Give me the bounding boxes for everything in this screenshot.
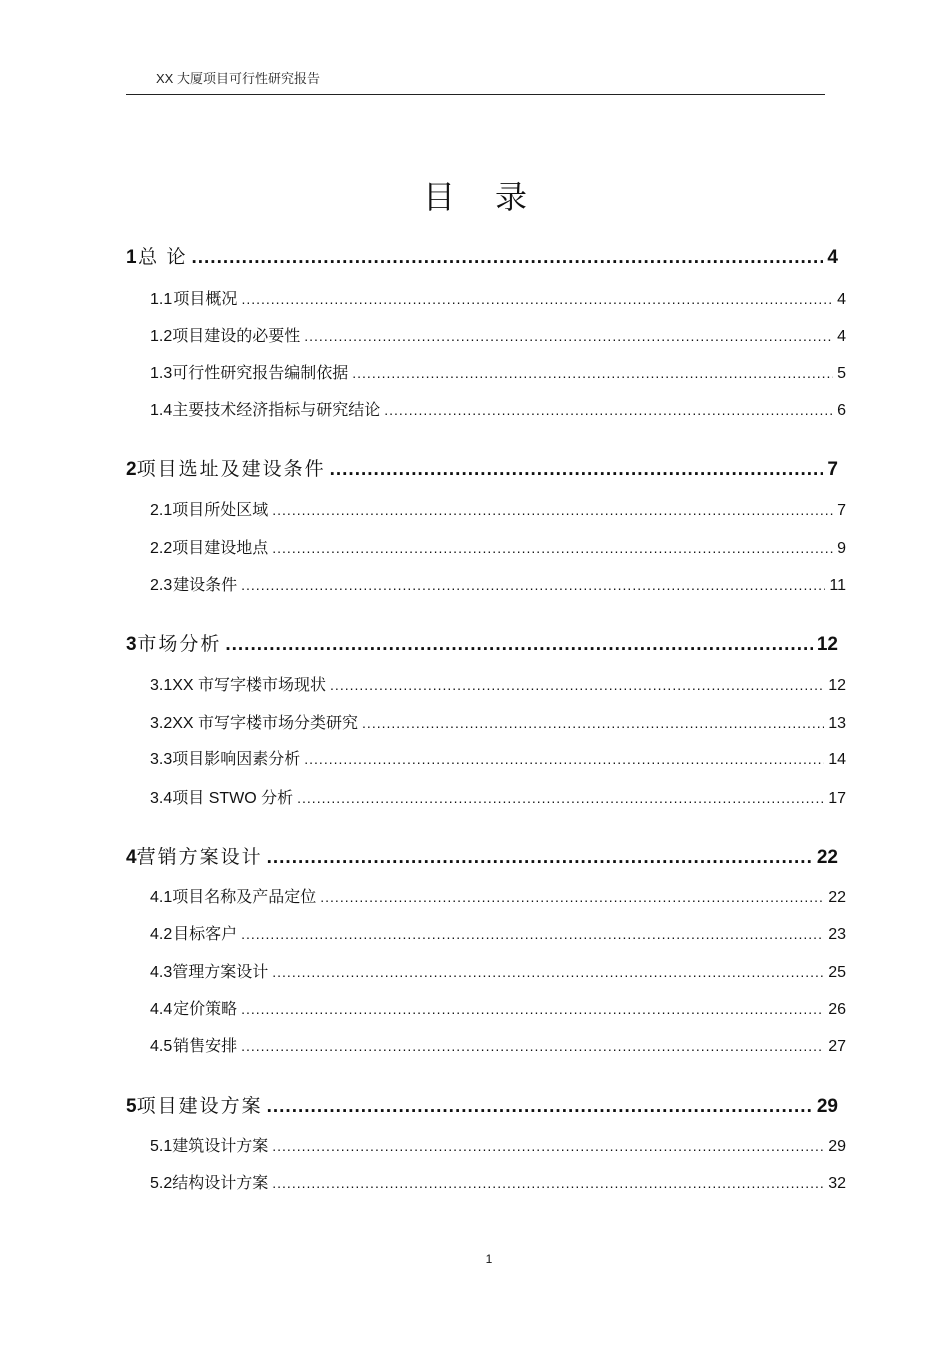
toc-page: 25 — [828, 964, 846, 981]
toc-page: 12 — [816, 634, 838, 655]
toc-page: 4 — [827, 247, 838, 268]
toc-label: 建设条件 — [173, 577, 238, 594]
toc-leader — [191, 247, 823, 269]
toc-number: 4.3 — [150, 964, 173, 981]
toc-label: 项目建设方案 — [136, 1096, 263, 1117]
toc-entry-4-2[interactable] — [150, 921, 846, 944]
toc-page: 7 — [837, 502, 846, 519]
toc-entry-4[interactable] — [126, 842, 838, 869]
toc-entry-2-1[interactable] — [150, 497, 846, 520]
toc-entry-2-3[interactable] — [150, 572, 846, 595]
toc-leader — [267, 847, 813, 869]
toc-leader — [272, 964, 824, 980]
toc-leader — [272, 502, 833, 518]
toc-page: 22 — [828, 889, 846, 906]
toc-leader — [362, 715, 824, 731]
toc-leader — [304, 328, 833, 344]
toc-number: 5.1 — [150, 1138, 173, 1155]
toc-label: 目标客户 — [173, 926, 238, 943]
toc-entry-2[interactable] — [126, 454, 838, 481]
toc-entry-1-1[interactable] — [150, 286, 846, 309]
toc-label: 销售安排 — [173, 1038, 238, 1055]
toc-page: 13 — [828, 715, 846, 732]
toc-number: 1.1 — [150, 291, 173, 308]
toc-leader — [330, 677, 824, 693]
toc-entry-4-1[interactable] — [150, 884, 846, 907]
toc-label: 项目概况 — [173, 291, 238, 308]
toc-number: 4.1 — [150, 889, 173, 906]
toc-entry-5-2[interactable] — [150, 1170, 846, 1193]
toc-leader — [272, 1138, 824, 1154]
toc-label: XX 市写字楼市场分类研究 — [172, 715, 359, 732]
toc-page: 5 — [837, 365, 846, 382]
toc-label: XX 市写字楼市场现状 — [172, 677, 327, 694]
toc-label: 市场分析 — [137, 634, 222, 655]
toc-leader — [267, 1096, 813, 1118]
toc-leader — [225, 634, 813, 656]
toc-page: 17 — [828, 790, 846, 807]
toc-leader — [241, 1038, 824, 1054]
toc-entry-4-3[interactable] — [150, 959, 846, 982]
toc-number: 3.4 — [150, 790, 173, 807]
toc-page: 14 — [828, 751, 846, 768]
toc-number: 3.1 — [150, 677, 173, 694]
toc-label: 结构设计方案 — [172, 1175, 269, 1192]
page-title: 目录 — [422, 178, 567, 216]
page-number: 1 — [485, 1252, 493, 1266]
toc-number: 2.3 — [150, 577, 173, 594]
toc-leader — [241, 926, 824, 942]
toc-entry-4-5[interactable] — [150, 1033, 846, 1056]
toc-page: 22 — [816, 847, 838, 868]
toc-number: 2.1 — [150, 502, 173, 519]
toc-page: 9 — [837, 540, 846, 557]
toc-entry-3-3[interactable] — [150, 746, 846, 769]
toc-entry-3-2[interactable] — [150, 710, 846, 733]
toc-number: 1 — [126, 247, 137, 268]
toc-entry-1-4[interactable] — [150, 397, 846, 420]
toc-number: 3.3 — [150, 751, 173, 768]
toc-label: 总 论 — [138, 247, 188, 268]
toc-entry-2-2[interactable] — [150, 535, 846, 558]
toc-page: 29 — [816, 1096, 838, 1117]
toc-number: 2 — [126, 459, 137, 480]
toc-leader — [384, 402, 833, 418]
toc-entry-3-1[interactable] — [150, 672, 846, 695]
toc-leader — [272, 540, 833, 556]
toc-leader — [304, 751, 824, 767]
toc-page: 26 — [828, 1001, 846, 1018]
toc-page: 29 — [828, 1138, 846, 1155]
toc-number: 5.2 — [150, 1175, 173, 1192]
toc-entry-1-2[interactable] — [150, 323, 846, 346]
toc-page: 11 — [829, 577, 846, 594]
header-rule — [126, 94, 825, 95]
toc-entry-1-3[interactable] — [150, 360, 846, 383]
toc-page: 7 — [827, 459, 838, 480]
toc-number: 4.2 — [150, 926, 173, 943]
toc-leader — [297, 790, 824, 806]
toc-page: 6 — [837, 402, 846, 419]
toc-number: 4.4 — [150, 1001, 173, 1018]
toc-page: 4 — [837, 291, 846, 308]
toc-number: 1.2 — [150, 328, 173, 345]
toc-label: 项目建设的必要性 — [172, 328, 301, 345]
running-header: XX 大厦项目可行性研究报告 — [156, 71, 320, 86]
toc-leader — [272, 1175, 824, 1191]
toc-leader — [352, 365, 833, 381]
toc-label: 定价策略 — [173, 1001, 238, 1018]
toc-entry-1[interactable] — [126, 242, 838, 269]
toc-label: 可行性研究报告编制依据 — [172, 365, 349, 382]
toc-number: 3.2 — [150, 715, 173, 732]
toc-label: 项目所处区域 — [172, 502, 269, 519]
toc-label: 项目影响因素分析 — [172, 751, 301, 768]
toc-leader — [241, 291, 833, 307]
toc-number: 1.3 — [150, 365, 173, 382]
toc-label: 项目选址及建设条件 — [136, 459, 326, 480]
toc-number: 4.5 — [150, 1038, 173, 1055]
toc-leader — [241, 1001, 824, 1017]
toc-page: 4 — [837, 328, 846, 345]
toc-label: 管理方案设计 — [172, 964, 269, 981]
toc-number: 1.4 — [150, 402, 173, 419]
toc-label: 建筑设计方案 — [172, 1138, 269, 1155]
toc-leader — [320, 889, 824, 905]
toc-label: 营销方案设计 — [136, 847, 263, 868]
toc-label: 项目 STWO 分析 — [172, 790, 294, 807]
toc-page: 32 — [828, 1175, 846, 1192]
toc-page: 12 — [828, 677, 846, 694]
toc-entry-3-4[interactable] — [150, 785, 846, 808]
toc-entry-5[interactable] — [126, 1091, 838, 1118]
toc-entry-3[interactable] — [126, 629, 838, 656]
toc-entry-5-1[interactable] — [150, 1133, 846, 1156]
toc-page: 23 — [828, 926, 846, 943]
toc-leader — [330, 459, 824, 481]
toc-label: 项目建设地点 — [172, 540, 269, 557]
toc-number: 4 — [126, 847, 137, 868]
toc-number: 2.2 — [150, 540, 173, 557]
toc-leader — [241, 577, 825, 593]
toc-number: 3 — [126, 634, 137, 655]
toc-entry-4-4[interactable] — [150, 996, 846, 1019]
toc-label: 项目名称及产品定位 — [172, 889, 317, 906]
toc-page: 27 — [828, 1038, 846, 1055]
toc-label: 主要技术经济指标与研究结论 — [172, 402, 381, 419]
toc-number: 5 — [126, 1096, 137, 1117]
